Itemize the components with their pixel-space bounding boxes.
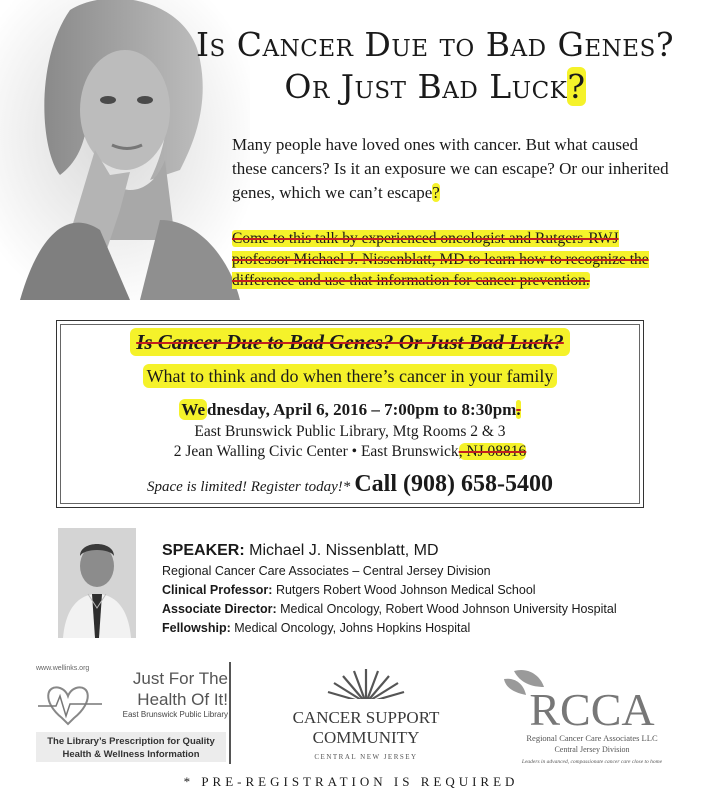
event-date: We dnesday, April 6, 2016 – 7:00pm to 8:30pm.	[181, 400, 521, 419]
phone-number[interactable]: Call (908) 658-5400	[354, 471, 553, 497]
sunburst-icon	[325, 669, 407, 703]
register-text: Space is limited! Register today!*	[147, 479, 351, 495]
svg-text:Health & Wellness Information: Health & Wellness Information	[62, 749, 200, 760]
speaker-clinical: Clinical Professor: Rutgers Robert Wood Johnson Medical School	[162, 583, 536, 597]
just-for-the-health-logo	[32, 660, 238, 766]
svg-text:The Library’s Prescription for: The Library’s Prescription for Quality	[47, 736, 215, 747]
svg-text:East Brunswick Public Library: East Brunswick Public Library	[122, 710, 228, 719]
svg-text:COMMUNITY: COMMUNITY	[312, 728, 420, 747]
svg-text:Central Jersey Division: Central Jersey Division	[554, 745, 630, 754]
event-location: East Brunswick Public Library, Mtg Rooms 2 & 3 2 Jean Walling Civic Center • East Brunswick, NJ 08816	[173, 423, 527, 460]
svg-text:RCCA: RCCA	[529, 684, 655, 735]
doctor-portrait-photo	[58, 528, 136, 638]
svg-text:Health Of It!: Health Of It!	[137, 690, 228, 709]
headline-line-2: Or Just Bad Luck?	[284, 67, 586, 106]
speaker-name-line: SPEAKER: Michael J. Nissenblatt, MD	[162, 542, 439, 559]
invite-paragraph	[232, 228, 672, 291]
highlight-mark: ?	[432, 183, 440, 202]
speaker-bio	[162, 540, 682, 638]
event-subtitle: What to think and do when there’s cancer in your family	[60, 366, 640, 387]
cancer-support-community-logo	[268, 665, 464, 765]
rcca-logo	[494, 665, 690, 771]
headline-line-1: Is Cancer Due to Bad Genes?	[195, 25, 675, 64]
speaker-affiliation: Regional Cancer Care Associates – Central Jersey Division	[162, 564, 491, 578]
svg-text:Just For The: Just For The	[132, 669, 228, 688]
svg-text:Regional Cancer Care Associate: Regional Cancer Care Associates LLC	[526, 733, 658, 743]
struck-highlighted-text: Come to this talk by experienced oncologist and Rutgers-RWJ professor Michael J. Nissenblatt, MD to learn how to recognize the difference and use that information for cancer prevention.	[232, 230, 649, 289]
svg-text:www.wellinks.org: www.wellinks.org	[36, 665, 90, 672]
svg-text:CANCER SUPPORT: CANCER SUPPORT	[292, 708, 440, 727]
highlight-mark: ?	[567, 67, 586, 106]
event-title: Is Cancer Due to Bad Genes? Or Just Bad Luck?	[60, 330, 640, 355]
headline	[170, 24, 700, 108]
register-line	[60, 471, 640, 498]
speaker-associate: Associate Director: Medical Oncology, Robert Wood Johnson University Hospital	[162, 602, 617, 616]
svg-text:Leaders in advanced, compassio: Leaders in advanced, compassionate cancer care close to home	[521, 759, 663, 765]
preregistration-notice: * PRE-REGISTRATION IS REQUIRED	[183, 774, 519, 789]
intro-paragraph: Many people have loved ones with cancer. But what caused these cancers? Is it an exposure we can escape? Or our inherited genes, which we can’t escape?	[232, 135, 669, 202]
speaker-fellowship: Fellowship: Medical Oncology, Johns Hopkins Hospital	[162, 621, 471, 635]
svg-text:CENTRAL NEW JERSEY: CENTRAL NEW JERSEY	[314, 753, 418, 761]
